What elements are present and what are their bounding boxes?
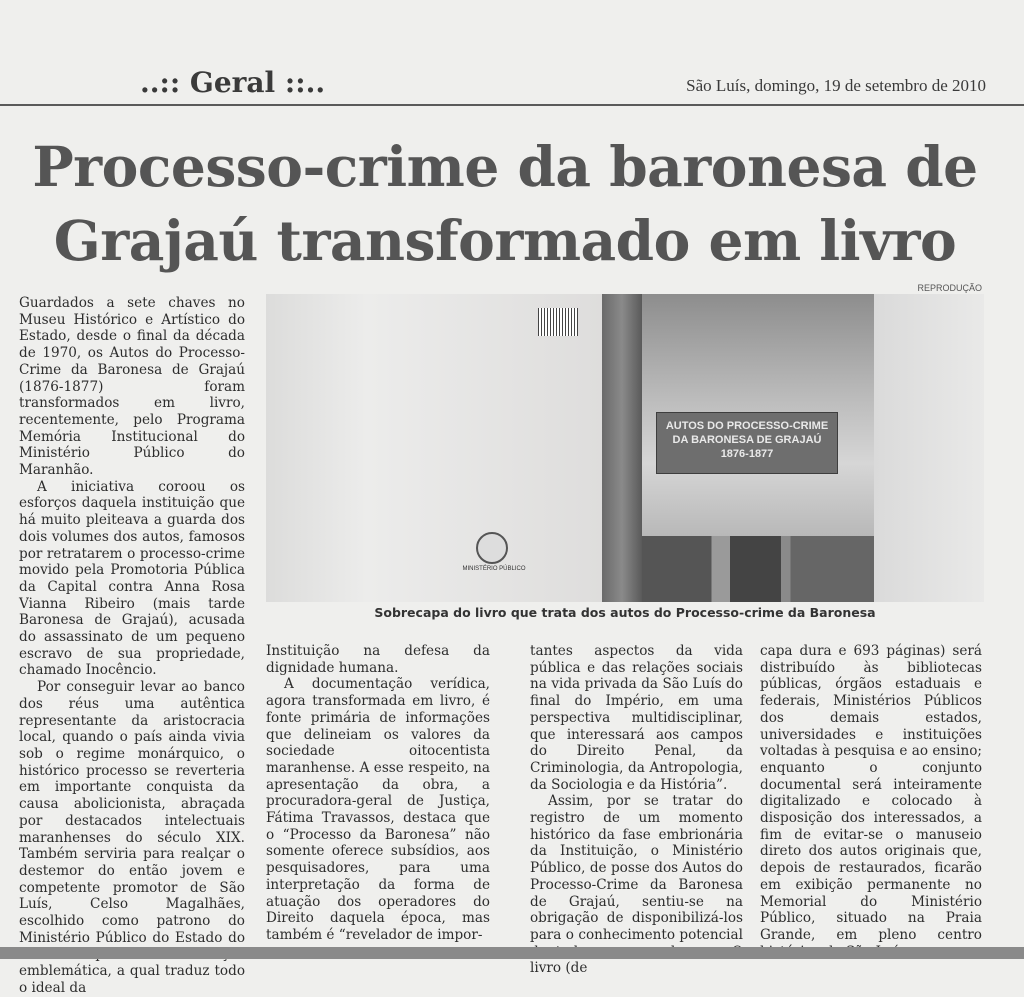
paragraph: capa dura e 693 páginas) será distribuído às bibliotecas públicas, órgãos estaduais e federais, Ministérios Públicos dos demais estados, universidades e instituições voltadas à pesquisa e ao ensino; enquanto o conjunto documental será inteiramente digitalizado e colocado à disposição dos interessados, a fim de evitar-se o manuseio direto dos autos originais que, depois de restaurados, ficarão em exibição permanente no Memorial do Ministério Público, situado na Praia Grande, em pleno centro bbox=[760, 643, 982, 943]
ministerio-publico-logo bbox=[476, 532, 508, 564]
paragraph: Instituição na defesa da dignidade humana. bbox=[266, 643, 490, 676]
paragraph: A documentação verídica, agora transformada em livro, é fonte primária de informações que delineiam os valores da sociedade oitocentista maranhense. A esse respeito, na apresentação da obra, a procuradora-geral de Justiça, Fátima Travassos, destaca que o “Processo da Baronesa” não somente oferece subsídios, aos pesquisadores, para uma interpretação da forma de atuação dos operadores do Direito daquela época, mas também é “revelador de impor- bbox=[266, 676, 490, 943]
publisher-label: MINISTÉRIO PÚBLICO bbox=[462, 566, 526, 572]
photo-credit: REPRODUÇÃO bbox=[917, 283, 982, 293]
article-column-1 bbox=[19, 295, 245, 997]
book-back-cover bbox=[266, 294, 602, 602]
header-rule bbox=[0, 104, 1024, 106]
page-bottom-bar bbox=[0, 947, 1024, 959]
paragraph: Assim, por se tratar do registro de um momento histórico da fase embrionária da Instituição, o Ministério Público, de posse dos Autos do Processo-Crime da Baronesa de Grajaú, sentiu-se na obrigação de disponibilizá-los para o conhecimento potencial livro (de bbox=[530, 793, 743, 977]
barcode bbox=[538, 308, 578, 336]
book-cover-photo bbox=[266, 294, 984, 602]
headline: Processo-crime da baronesa de Grajaú transformado em livro bbox=[32, 134, 978, 273]
book-flap bbox=[874, 294, 984, 602]
paragraph: Guardados a sete chaves no Museu Histórico e Artístico do Estado, desde o final da década de 1970, os Autos do Processo-Crime da Baronesa de Grajaú (1876-1877) foram transformados em livro, recentemente, pelo Programa Memória Institucional do Ministério Público do Maranhão. bbox=[19, 295, 245, 479]
paragraph: A iniciativa coroou os esforços daquela instituição que há muito pleiteava a guarda dos dois volumes dos autos, famosos por retratarem o processo-crime movido pela Promotoria Pública da Capital contra Anna Rosa Vianna Ribeiro (mais tarde Baronesa de Grajaú), acusada do assassinato de um pequeno escravo de sua propriedade, chamado Inocêncio. bbox=[19, 478, 245, 679]
photo-caption: Sobrecapa do livro que trata dos autos do Processo-crime da Baronesa bbox=[374, 605, 876, 620]
article-column-3 bbox=[530, 643, 743, 977]
paragraph: tantes aspectos da vida pública e das relações sociais na vida privada da São Luís do final do Império, em uma perspectiva multidisciplinar, que interessará aos campos do Direito Penal, da Criminologia, da Antropologia, da Sociologia e da História”. bbox=[530, 643, 743, 793]
article-column-2 bbox=[266, 643, 490, 944]
cover-title: AUTOS DO PROCESSO-CRIME DA BARONESA DE GRAJAÚ 1876-1877 bbox=[656, 412, 838, 474]
dateline: São Luís, domingo, 19 de setembro de 2010 bbox=[686, 76, 986, 95]
paragraph: Por conseguir levar ao banco dos réus uma autêntica representante da aristocracia local, quando o país ainda vivia sob o regime monárquico, o histórico processo se reverteria em importante conquista da causa abolicionista, abraçada por destacados intelectuais maranhenses do século XIX. Também serviria para realçar o destemor do então jovem e competente promotor de São Luís, Celso Magalhães, escolhido como patrono do Ministério Público do Estado do emblemática, a qual traduz todo o ideal da bbox=[19, 679, 245, 996]
section-tag: ..:: Geral ::.. bbox=[140, 66, 326, 99]
cover-thumbnails bbox=[642, 536, 874, 602]
article-column-4 bbox=[760, 643, 982, 960]
book-spine bbox=[602, 294, 642, 602]
